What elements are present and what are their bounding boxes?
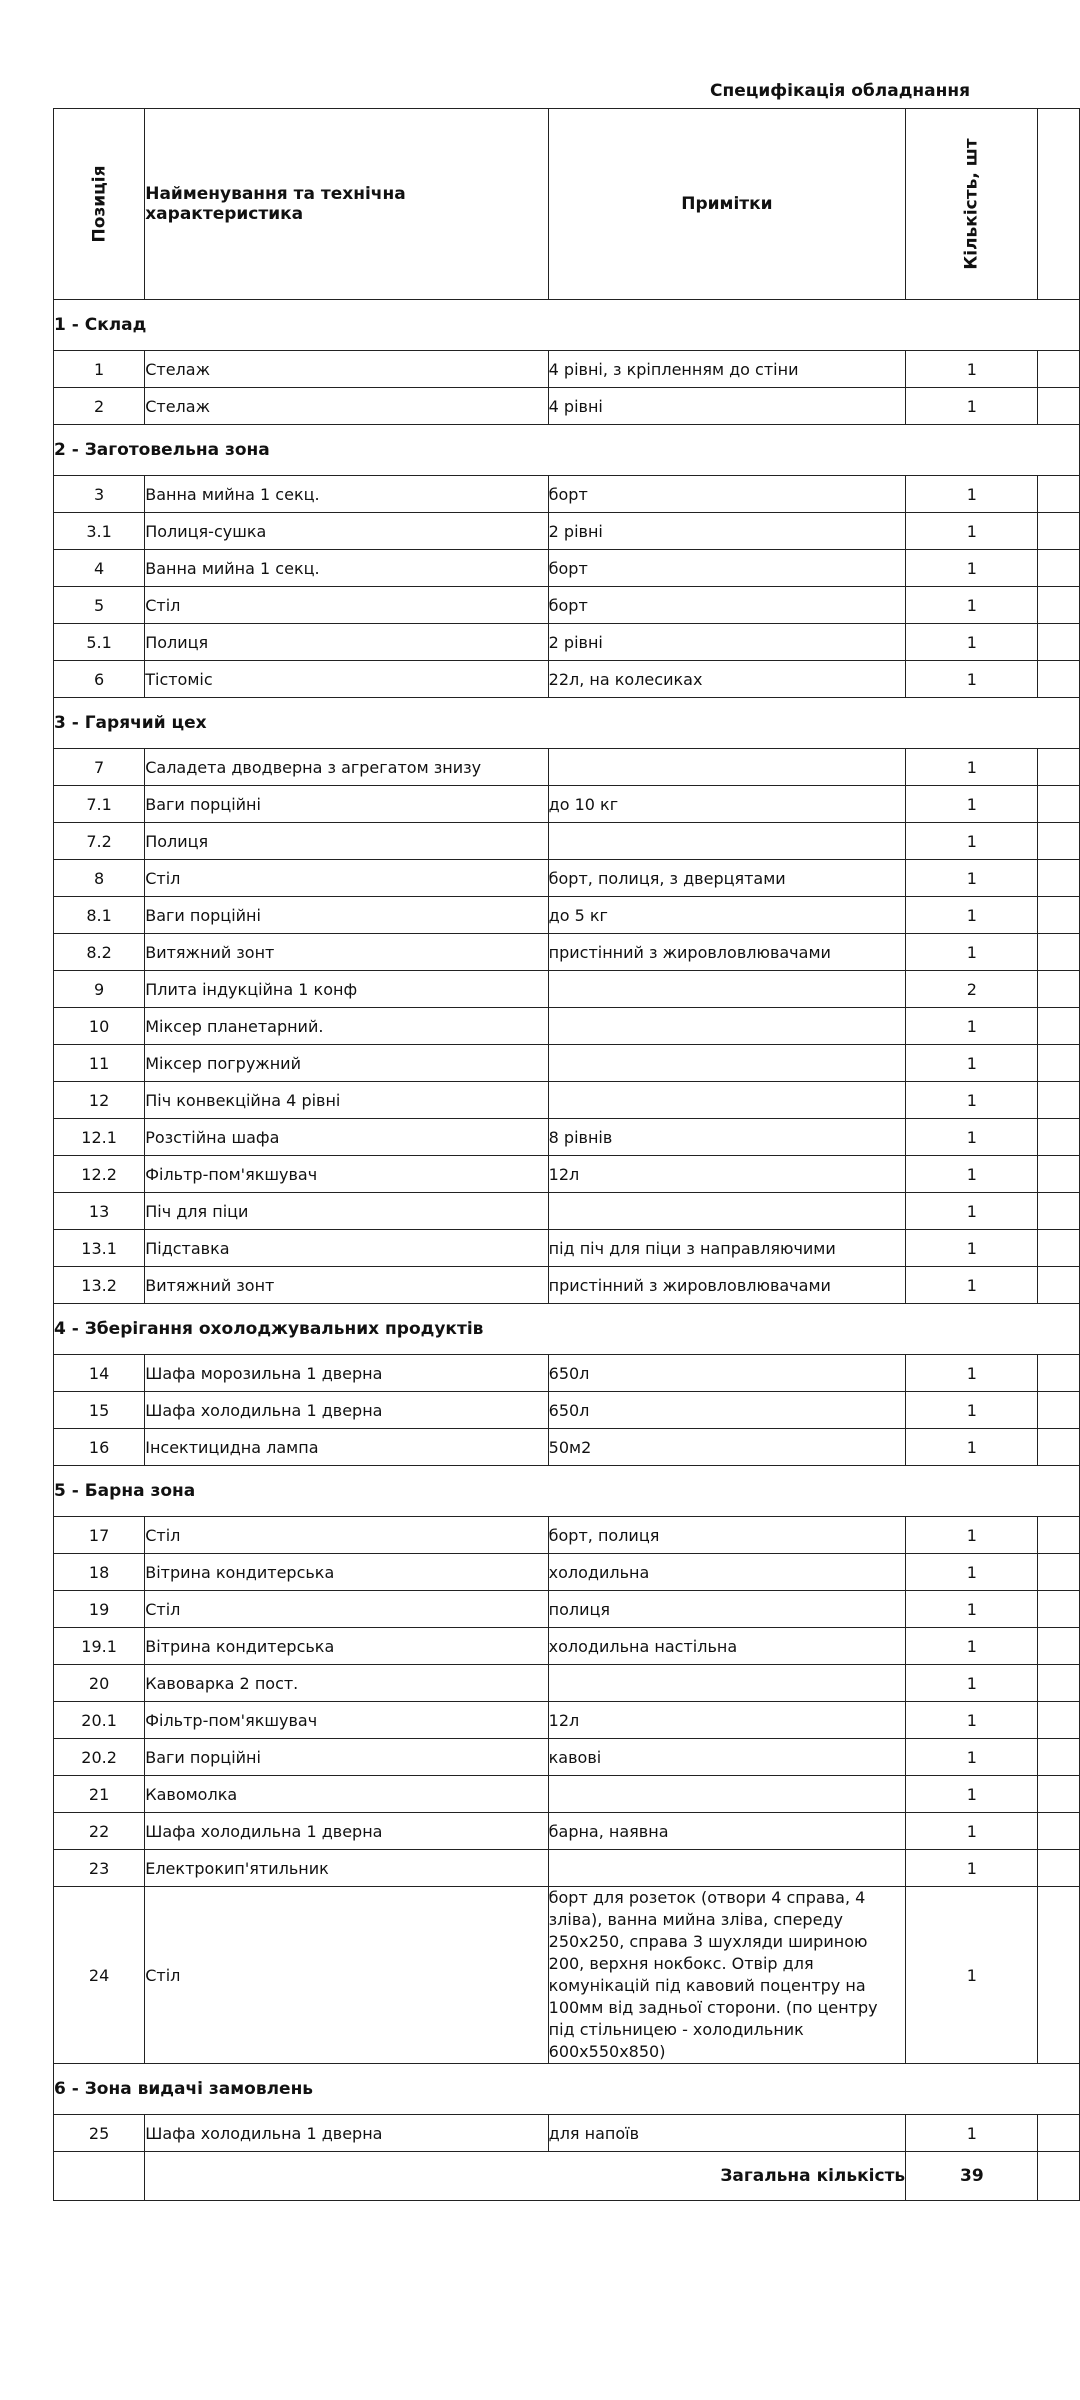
table-row bbox=[54, 1739, 1080, 1776]
section-title: 5 - Барна зона bbox=[54, 1466, 1080, 1517]
quantity-cell: 1 bbox=[906, 351, 1038, 388]
note-cell: 2 рівні bbox=[548, 513, 906, 550]
extra-cell bbox=[1038, 587, 1080, 624]
name-cell: Стіл bbox=[145, 1517, 548, 1554]
name-cell: Шафа морозильна 1 дверна bbox=[145, 1355, 548, 1392]
quantity-cell: 1 bbox=[906, 1429, 1038, 1466]
note-cell bbox=[548, 1008, 906, 1045]
note-cell bbox=[548, 823, 906, 860]
total-value: 39 bbox=[906, 2152, 1038, 2201]
table-row bbox=[54, 1008, 1080, 1045]
section-title: 1 - Склад bbox=[54, 300, 1080, 351]
extra-cell bbox=[1038, 661, 1080, 698]
position-cell: 12 bbox=[54, 1082, 145, 1119]
note-cell bbox=[548, 1082, 906, 1119]
name-cell: Шафа холодильна 1 дверна bbox=[145, 2115, 548, 2152]
quantity-cell: 1 bbox=[906, 2115, 1038, 2152]
quantity-cell: 1 bbox=[906, 587, 1038, 624]
note-cell bbox=[548, 971, 906, 1008]
name-cell: Плита індукційна 1 конф bbox=[145, 971, 548, 1008]
extra-cell bbox=[1038, 1776, 1080, 1813]
table-row bbox=[54, 971, 1080, 1008]
extra-cell bbox=[1038, 1665, 1080, 1702]
position-cell: 4 bbox=[54, 550, 145, 587]
quantity-cell: 2 bbox=[906, 971, 1038, 1008]
position-cell: 20.1 bbox=[54, 1702, 145, 1739]
note-cell: 50м2 bbox=[548, 1429, 906, 1466]
name-cell: Витяжний зонт bbox=[145, 934, 548, 971]
table-row bbox=[54, 1082, 1080, 1119]
quantity-cell: 1 bbox=[906, 1702, 1038, 1739]
position-cell: 14 bbox=[54, 1355, 145, 1392]
note-cell: пристінний з жировловлювачами bbox=[548, 1267, 906, 1304]
position-cell: 25 bbox=[54, 2115, 145, 2152]
section-row bbox=[54, 1304, 1080, 1355]
extra-cell bbox=[1038, 1554, 1080, 1591]
position-cell: 15 bbox=[54, 1392, 145, 1429]
table-row bbox=[54, 587, 1080, 624]
quantity-cell: 1 bbox=[906, 1776, 1038, 1813]
total-label: Загальна кількість bbox=[145, 2152, 906, 2201]
name-cell: Підставка bbox=[145, 1230, 548, 1267]
quantity-cell: 1 bbox=[906, 1591, 1038, 1628]
header-quantity-label: Кількість, шт bbox=[961, 138, 982, 270]
position-cell: 20.2 bbox=[54, 1739, 145, 1776]
header-position bbox=[54, 109, 145, 300]
extra-cell bbox=[1038, 934, 1080, 971]
note-cell: до 10 кг bbox=[548, 786, 906, 823]
name-cell: Тістоміс bbox=[145, 661, 548, 698]
note-cell: 22л, на колесиках bbox=[548, 661, 906, 698]
extra-cell bbox=[1038, 1045, 1080, 1082]
extra-cell bbox=[1038, 513, 1080, 550]
name-cell: Полиця bbox=[145, 624, 548, 661]
extra-cell bbox=[1038, 1850, 1080, 1887]
position-cell: 23 bbox=[54, 1850, 145, 1887]
note-cell: 8 рівнів bbox=[548, 1119, 906, 1156]
table-row bbox=[54, 388, 1080, 425]
specification-table bbox=[53, 108, 1080, 2201]
extra-cell bbox=[1038, 1739, 1080, 1776]
total-empty-cell bbox=[54, 2152, 145, 2201]
position-cell: 13.1 bbox=[54, 1230, 145, 1267]
quantity-cell: 1 bbox=[906, 1392, 1038, 1429]
quantity-cell: 1 bbox=[906, 388, 1038, 425]
name-cell: Витяжний зонт bbox=[145, 1267, 548, 1304]
quantity-cell: 1 bbox=[906, 786, 1038, 823]
quantity-cell: 1 bbox=[906, 1813, 1038, 1850]
extra-cell bbox=[1038, 550, 1080, 587]
extra-cell bbox=[1038, 860, 1080, 897]
name-cell: Кавомолка bbox=[145, 1776, 548, 1813]
document-title: Специфікація обладнання bbox=[710, 81, 971, 101]
extra-cell bbox=[1038, 1887, 1080, 2064]
table-row bbox=[54, 1517, 1080, 1554]
position-cell: 22 bbox=[54, 1813, 145, 1850]
quantity-cell: 1 bbox=[906, 1156, 1038, 1193]
table-row bbox=[54, 1887, 1080, 2064]
position-cell: 17 bbox=[54, 1517, 145, 1554]
quantity-cell: 1 bbox=[906, 1739, 1038, 1776]
table-row bbox=[54, 513, 1080, 550]
name-cell: Кавоварка 2 пост. bbox=[145, 1665, 548, 1702]
extra-cell bbox=[1038, 1230, 1080, 1267]
quantity-cell: 1 bbox=[906, 1082, 1038, 1119]
position-cell: 19.1 bbox=[54, 1628, 145, 1665]
table-header-row bbox=[54, 109, 1080, 300]
extra-cell bbox=[1038, 624, 1080, 661]
table-row bbox=[54, 1392, 1080, 1429]
quantity-cell: 1 bbox=[906, 897, 1038, 934]
section-title: 4 - Зберігання охолоджувальних продуктів bbox=[54, 1304, 1080, 1355]
table-row bbox=[54, 1554, 1080, 1591]
position-cell: 24 bbox=[54, 1887, 145, 2064]
section-row bbox=[54, 698, 1080, 749]
quantity-cell: 1 bbox=[906, 1887, 1038, 2064]
extra-cell bbox=[1038, 351, 1080, 388]
quantity-cell: 1 bbox=[906, 1850, 1038, 1887]
quantity-cell: 1 bbox=[906, 860, 1038, 897]
name-cell: Стіл bbox=[145, 1591, 548, 1628]
table-row bbox=[54, 1665, 1080, 1702]
quantity-cell: 1 bbox=[906, 1628, 1038, 1665]
quantity-cell: 1 bbox=[906, 749, 1038, 786]
quantity-cell: 1 bbox=[906, 823, 1038, 860]
quantity-cell: 1 bbox=[906, 476, 1038, 513]
quantity-cell: 1 bbox=[906, 550, 1038, 587]
position-cell: 11 bbox=[54, 1045, 145, 1082]
name-cell: Стелаж bbox=[145, 351, 548, 388]
name-cell: Полиця-сушка bbox=[145, 513, 548, 550]
table-row bbox=[54, 786, 1080, 823]
position-cell: 16 bbox=[54, 1429, 145, 1466]
header-name: Найменування та технічна характеристика bbox=[145, 109, 548, 300]
section-title: 6 - Зона видачі замовлень bbox=[54, 2064, 1080, 2115]
extra-cell bbox=[1038, 1267, 1080, 1304]
note-cell: полиця bbox=[548, 1591, 906, 1628]
note-cell bbox=[548, 1045, 906, 1082]
position-cell: 8.1 bbox=[54, 897, 145, 934]
position-cell: 13 bbox=[54, 1193, 145, 1230]
position-cell: 2 bbox=[54, 388, 145, 425]
note-cell: 4 рівні, з кріпленням до стіни bbox=[548, 351, 906, 388]
note-cell: 2 рівні bbox=[548, 624, 906, 661]
position-cell: 13.2 bbox=[54, 1267, 145, 1304]
position-cell: 21 bbox=[54, 1776, 145, 1813]
table-row bbox=[54, 934, 1080, 971]
table-row bbox=[54, 1850, 1080, 1887]
extra-cell bbox=[1038, 1628, 1080, 1665]
name-cell: Стіл bbox=[145, 1887, 548, 2064]
section-row bbox=[54, 425, 1080, 476]
section-row bbox=[54, 300, 1080, 351]
table-row bbox=[54, 749, 1080, 786]
quantity-cell: 1 bbox=[906, 934, 1038, 971]
quantity-cell: 1 bbox=[906, 1355, 1038, 1392]
table-row bbox=[54, 1355, 1080, 1392]
total-row bbox=[54, 2152, 1080, 2201]
note-cell: 650л bbox=[548, 1355, 906, 1392]
extra-cell bbox=[1038, 1813, 1080, 1850]
table-row bbox=[54, 661, 1080, 698]
total-extra-cell bbox=[1038, 2152, 1080, 2201]
name-cell: Міксер погружний bbox=[145, 1045, 548, 1082]
note-cell bbox=[548, 1665, 906, 1702]
extra-cell bbox=[1038, 476, 1080, 513]
position-cell: 9 bbox=[54, 971, 145, 1008]
name-cell: Міксер планетарний. bbox=[145, 1008, 548, 1045]
quantity-cell: 1 bbox=[906, 1517, 1038, 1554]
table-row bbox=[54, 1193, 1080, 1230]
extra-cell bbox=[1038, 971, 1080, 1008]
section-title: 2 - Заготовельна зона bbox=[54, 425, 1080, 476]
name-cell: Розстійна шафа bbox=[145, 1119, 548, 1156]
note-cell: 12л bbox=[548, 1156, 906, 1193]
position-cell: 18 bbox=[54, 1554, 145, 1591]
quantity-cell: 1 bbox=[906, 1193, 1038, 1230]
table-row bbox=[54, 1045, 1080, 1082]
position-cell: 7 bbox=[54, 749, 145, 786]
name-cell: Інсектицидна лампа bbox=[145, 1429, 548, 1466]
name-cell: Саладета дводверна з агрегатом знизу bbox=[145, 749, 548, 786]
note-cell: до 5 кг bbox=[548, 897, 906, 934]
name-cell: Ванна мийна 1 секц. bbox=[145, 550, 548, 587]
extra-cell bbox=[1038, 1591, 1080, 1628]
table-row bbox=[54, 1156, 1080, 1193]
name-cell: Ванна мийна 1 секц. bbox=[145, 476, 548, 513]
table-row bbox=[54, 1429, 1080, 1466]
table-row bbox=[54, 1813, 1080, 1850]
section-row bbox=[54, 1466, 1080, 1517]
name-cell: Фільтр-пом'якшувач bbox=[145, 1156, 548, 1193]
note-cell bbox=[548, 1776, 906, 1813]
extra-cell bbox=[1038, 1392, 1080, 1429]
note-cell: борт bbox=[548, 587, 906, 624]
extra-cell bbox=[1038, 1517, 1080, 1554]
section-title: 3 - Гарячий цех bbox=[54, 698, 1080, 749]
quantity-cell: 1 bbox=[906, 1554, 1038, 1591]
name-cell: Ваги порційні bbox=[145, 786, 548, 823]
table-row bbox=[54, 1776, 1080, 1813]
position-cell: 19 bbox=[54, 1591, 145, 1628]
note-cell: для напоїв bbox=[548, 2115, 906, 2152]
quantity-cell: 1 bbox=[906, 1665, 1038, 1702]
quantity-cell: 1 bbox=[906, 1045, 1038, 1082]
position-cell: 7.2 bbox=[54, 823, 145, 860]
note-cell: 650л bbox=[548, 1392, 906, 1429]
quantity-cell: 1 bbox=[906, 1267, 1038, 1304]
extra-cell bbox=[1038, 1429, 1080, 1466]
name-cell: Фільтр-пом'якшувач bbox=[145, 1702, 548, 1739]
table-row bbox=[54, 1591, 1080, 1628]
header-notes: Примітки bbox=[548, 109, 906, 300]
name-cell: Ваги порційні bbox=[145, 1739, 548, 1776]
quantity-cell: 1 bbox=[906, 1230, 1038, 1267]
extra-cell bbox=[1038, 2115, 1080, 2152]
note-cell: холодильна bbox=[548, 1554, 906, 1591]
note-cell: борт bbox=[548, 550, 906, 587]
name-cell: Шафа холодильна 1 дверна bbox=[145, 1392, 548, 1429]
extra-cell bbox=[1038, 1156, 1080, 1193]
quantity-cell: 1 bbox=[906, 1008, 1038, 1045]
table-row bbox=[54, 1628, 1080, 1665]
table-row bbox=[54, 1267, 1080, 1304]
table-row bbox=[54, 476, 1080, 513]
table-row bbox=[54, 624, 1080, 661]
quantity-cell: 1 bbox=[906, 513, 1038, 550]
header-extra bbox=[1038, 109, 1080, 300]
note-cell: пристінний з жировловлювачами bbox=[548, 934, 906, 971]
note-cell: борт, полиця, з дверцятами bbox=[548, 860, 906, 897]
note-cell: барна, наявна bbox=[548, 1813, 906, 1850]
position-cell: 5 bbox=[54, 587, 145, 624]
position-cell: 5.1 bbox=[54, 624, 145, 661]
extra-cell bbox=[1038, 749, 1080, 786]
position-cell: 20 bbox=[54, 1665, 145, 1702]
extra-cell bbox=[1038, 897, 1080, 934]
extra-cell bbox=[1038, 1082, 1080, 1119]
name-cell: Ваги порційні bbox=[145, 897, 548, 934]
extra-cell bbox=[1038, 1008, 1080, 1045]
table-row bbox=[54, 823, 1080, 860]
table-row bbox=[54, 897, 1080, 934]
position-cell: 3.1 bbox=[54, 513, 145, 550]
position-cell: 7.1 bbox=[54, 786, 145, 823]
name-cell: Шафа холодильна 1 дверна bbox=[145, 1813, 548, 1850]
name-cell: Полиця bbox=[145, 823, 548, 860]
table-row bbox=[54, 1702, 1080, 1739]
name-cell: Стіл bbox=[145, 587, 548, 624]
note-cell bbox=[548, 1850, 906, 1887]
table-row bbox=[54, 860, 1080, 897]
position-cell: 8.2 bbox=[54, 934, 145, 971]
table-row bbox=[54, 2115, 1080, 2152]
extra-cell bbox=[1038, 1193, 1080, 1230]
extra-cell bbox=[1038, 786, 1080, 823]
note-cell: 4 рівні bbox=[548, 388, 906, 425]
note-cell: кавові bbox=[548, 1739, 906, 1776]
extra-cell bbox=[1038, 1355, 1080, 1392]
note-cell: борт bbox=[548, 476, 906, 513]
position-cell: 12.2 bbox=[54, 1156, 145, 1193]
header-position-label: Позиція bbox=[89, 165, 110, 243]
note-cell bbox=[548, 749, 906, 786]
name-cell: Електрокип'ятильник bbox=[145, 1850, 548, 1887]
quantity-cell: 1 bbox=[906, 661, 1038, 698]
extra-cell bbox=[1038, 823, 1080, 860]
position-cell: 1 bbox=[54, 351, 145, 388]
extra-cell bbox=[1038, 388, 1080, 425]
table-row bbox=[54, 550, 1080, 587]
quantity-cell: 1 bbox=[906, 1119, 1038, 1156]
name-cell: Вітрина кондитерська bbox=[145, 1554, 548, 1591]
position-cell: 6 bbox=[54, 661, 145, 698]
table-body bbox=[54, 300, 1080, 2201]
note-cell bbox=[548, 1193, 906, 1230]
table-row bbox=[54, 1119, 1080, 1156]
name-cell: Стіл bbox=[145, 860, 548, 897]
position-cell: 12.1 bbox=[54, 1119, 145, 1156]
note-cell: під піч для піци з направляючими bbox=[548, 1230, 906, 1267]
position-cell: 8 bbox=[54, 860, 145, 897]
name-cell: Вітрина кондитерська bbox=[145, 1628, 548, 1665]
extra-cell bbox=[1038, 1702, 1080, 1739]
name-cell: Піч конвекційна 4 рівні bbox=[145, 1082, 548, 1119]
table-row bbox=[54, 1230, 1080, 1267]
section-row bbox=[54, 2064, 1080, 2115]
name-cell: Піч для піци bbox=[145, 1193, 548, 1230]
table-row bbox=[54, 351, 1080, 388]
header-quantity bbox=[906, 109, 1038, 300]
note-cell: борт, полиця bbox=[548, 1517, 906, 1554]
quantity-cell: 1 bbox=[906, 624, 1038, 661]
position-cell: 3 bbox=[54, 476, 145, 513]
note-cell: 12л bbox=[548, 1702, 906, 1739]
note-cell: холодильна настільна bbox=[548, 1628, 906, 1665]
position-cell: 10 bbox=[54, 1008, 145, 1045]
note-cell: борт для розеток (отвори 4 справа, 4 зліва), ванна мийна зліва, спереду 250х250, справа 3 шухляди шириною 200, верхня нокбокс. Отвір для комунікацій під кавовий поцентру на 100мм від задньої сторони. (по центру під стільницею - холодильник 600х550х850) bbox=[548, 1887, 906, 2064]
extra-cell bbox=[1038, 1119, 1080, 1156]
name-cell: Стелаж bbox=[145, 388, 548, 425]
